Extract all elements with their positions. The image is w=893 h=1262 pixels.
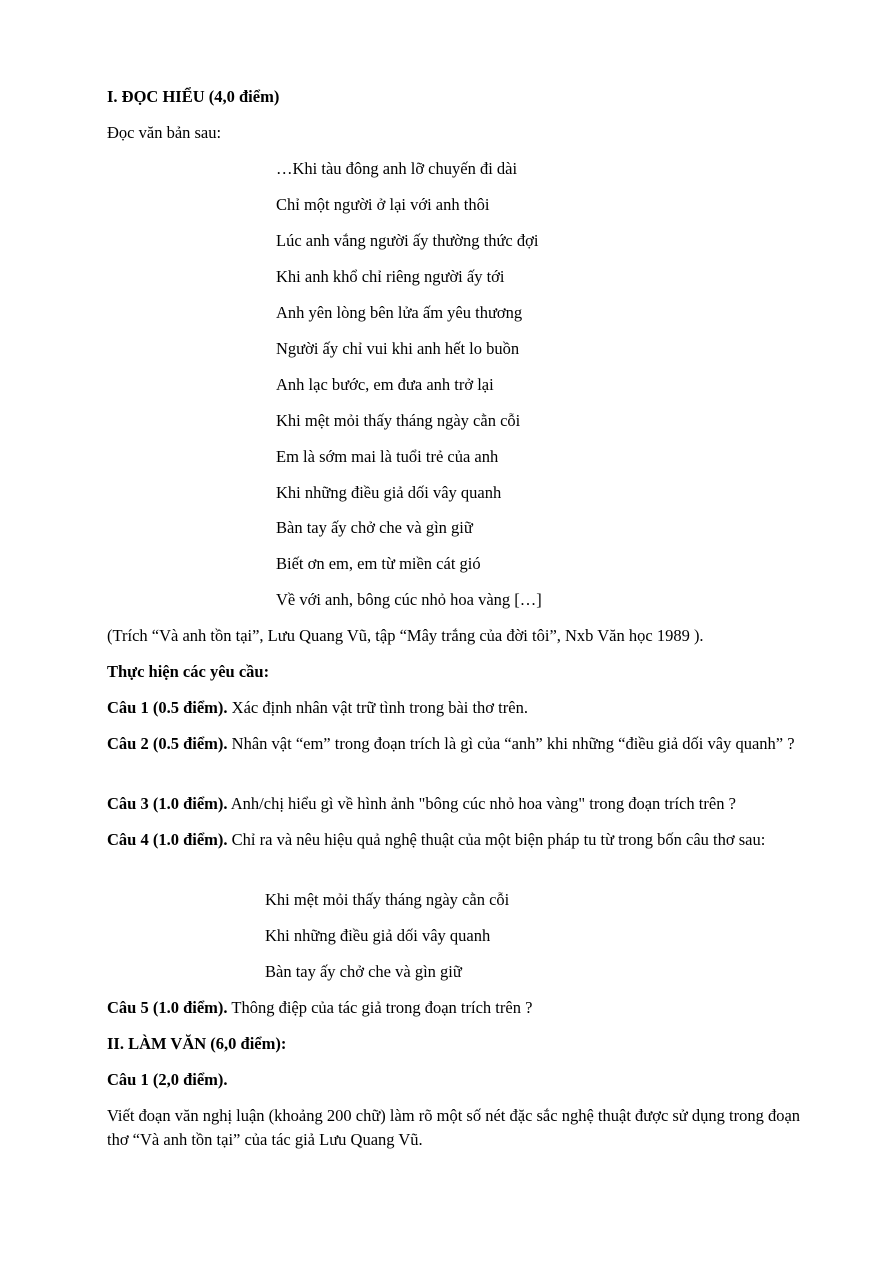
poem-line: Về với anh, bông cúc nhỏ hoa vàng […] bbox=[276, 590, 542, 609]
question-5-label: Câu 5 (1.0 điểm). bbox=[107, 998, 228, 1017]
question-1 bbox=[107, 696, 807, 720]
poem-line: Khi những điều giả dối vây quanh bbox=[276, 483, 502, 502]
poem-line: Khi anh khổ chỉ riêng người ấy tới bbox=[276, 267, 505, 286]
question-5-text: Thông điệp của tác giả trong đoạn trích trên ? bbox=[227, 998, 533, 1017]
section2-heading: II. LÀM VĂN (6,0 điểm): bbox=[107, 1034, 287, 1053]
poem-line: …Khi tàu đông anh lỡ chuyến đi dài bbox=[276, 159, 518, 178]
poem-line: Em là sớm mai là tuổi trẻ của anh bbox=[276, 447, 499, 466]
question-2-label: Câu 2 (0.5 điểm). bbox=[107, 734, 228, 753]
poem-line: Khi mệt mỏi thấy tháng ngày cằn cỗi bbox=[276, 411, 521, 430]
question-2 bbox=[107, 732, 807, 756]
poem-line: Anh yên lòng bên lửa ấm yêu thương bbox=[276, 303, 523, 322]
question-3-text: Anh/chị hiểu gì về hình ảnh "bông cúc nhỏ hoa vàng" trong đoạn trích trên ? bbox=[227, 794, 736, 813]
question-1-label: Câu 1 (0.5 điểm). bbox=[107, 698, 228, 717]
question-3 bbox=[107, 792, 807, 816]
question-3-label: Câu 3 (1.0 điểm). bbox=[107, 794, 228, 813]
section2-question1-label: Câu 1 (2,0 điểm). bbox=[107, 1070, 228, 1089]
poem-line: Chỉ một người ở lại với anh thôi bbox=[276, 195, 490, 214]
source-citation: (Trích “Và anh tồn tại”, Lưu Quang Vũ, tập “Mây trắng của đời tôi”, Nxb Văn học 1989 ). bbox=[107, 626, 704, 645]
quoted-line: Bàn tay ấy chở che và gìn giữ bbox=[265, 962, 462, 981]
section1-heading: I. ĐỌC HIỂU (4,0 điểm) bbox=[107, 87, 280, 106]
quoted-line: Khi những điều giả dối vây quanh bbox=[265, 926, 491, 945]
question-2-text: Nhân vật “em” trong đoạn trích là gì của “anh” khi những “điều giả dối vây quanh” ? bbox=[227, 734, 795, 753]
question-4 bbox=[107, 828, 807, 852]
question-5 bbox=[107, 996, 807, 1020]
quoted-line: Khi mệt mỏi thấy tháng ngày cằn cỗi bbox=[265, 890, 510, 909]
section2-question1-text: Viết đoạn văn nghị luận (khoảng 200 chữ) làm rõ một số nét đặc sắc nghệ thuật được sử dụng trong đoạn thơ “Và anh tồn tại” của tác giả Lưu Quang Vũ. bbox=[107, 1106, 801, 1149]
question-4-label: Câu 4 (1.0 điểm). bbox=[107, 830, 228, 849]
question-1-text: Xác định nhân vật trữ tình trong bài thơ trên. bbox=[227, 698, 528, 717]
poem-line: Bàn tay ấy chở che và gìn giữ bbox=[276, 518, 473, 537]
reading-intro: Đọc văn bản sau: bbox=[107, 123, 222, 142]
poem-line: Người ấy chỉ vui khi anh hết lo buồn bbox=[276, 339, 520, 358]
requirements-heading: Thực hiện các yêu cầu: bbox=[107, 662, 270, 681]
poem-line: Anh lạc bước, em đưa anh trở lại bbox=[276, 375, 494, 394]
question-4-text: Chỉ ra và nêu hiệu quả nghệ thuật của một biện pháp tu từ trong bốn câu thơ sau: bbox=[227, 830, 766, 849]
poem-line: Lúc anh vắng người ấy thường thức đợi bbox=[276, 231, 539, 250]
poem-line: Biết ơn em, em từ miền cát gió bbox=[276, 554, 481, 573]
